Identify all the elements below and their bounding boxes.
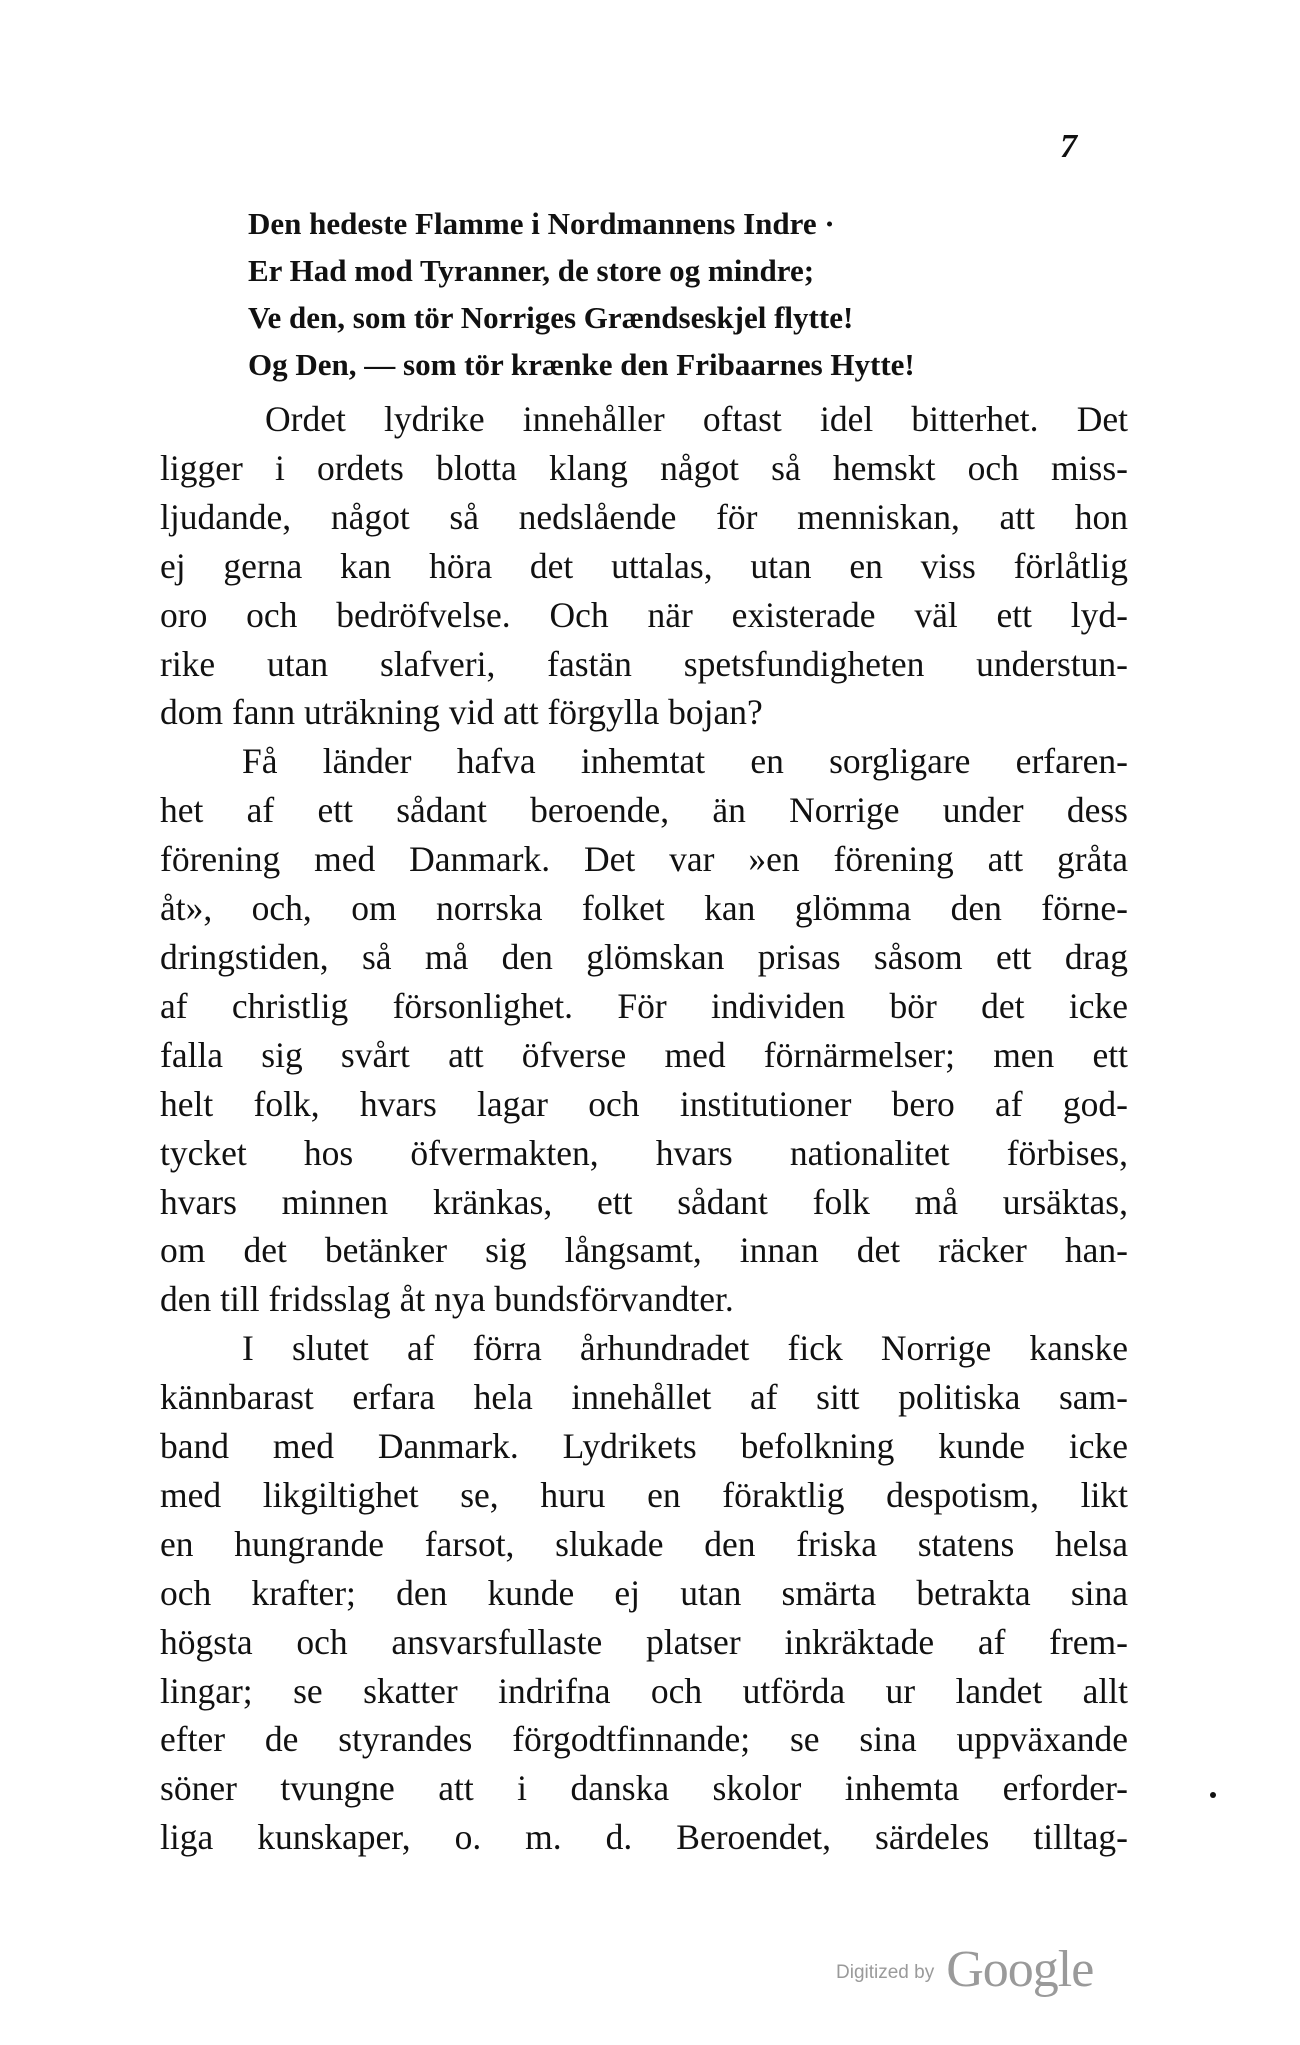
text-line: förening med Danmark. Det var »en förening att gråta bbox=[160, 839, 1128, 880]
text-line: Ordet lydrike innehåller oftast idel bitterhet. Det bbox=[265, 399, 1128, 439]
text-line: med likgiltighet se, huru en föraktlig despotism, likt bbox=[160, 1474, 1128, 1515]
body-text bbox=[160, 395, 1128, 1862]
text-line: dom fann uträkning vid att förgylla bojan? bbox=[160, 692, 763, 733]
text-line: I slutet af förra århundradet fick Norrige kanske bbox=[242, 1328, 1128, 1369]
text-line: hvars minnen kränkas, ett sådant folk må ursäktas, bbox=[160, 1181, 1128, 1222]
text-line: åt», och, om norrska folket kan glömma den förne- bbox=[160, 888, 1128, 929]
text-line: ljudande, något så nedslående för menniskan, att hon bbox=[160, 496, 1128, 537]
text-line: högsta och ansvarsfullaste platser inkräktade af frem- bbox=[160, 1621, 1128, 1662]
text-line: tycket hos öfvermakten, hvars nationalitet förbises, bbox=[160, 1132, 1128, 1173]
stray-mark bbox=[1210, 1792, 1216, 1798]
poem-line: Er Had mod Tyranner, de store og mindre; bbox=[248, 253, 815, 288]
google-logo: Google bbox=[946, 1941, 1094, 1998]
text-line: lingar; se skatter indrifna och utförda ur landet allt bbox=[160, 1670, 1128, 1711]
text-line: af christlig försonlighet. För individen bör det icke bbox=[160, 985, 1128, 1026]
text-line: ej gerna kan höra det uttalas, utan en viss förlåtlig bbox=[160, 545, 1128, 586]
text-line: dringstiden, så må den glömskan prisas såsom ett drag bbox=[160, 936, 1128, 977]
text-line: den till fridsslag åt nya bundsförvandter. bbox=[160, 1279, 734, 1320]
text-line: het af ett sådant beroende, än Norrige under dess bbox=[160, 790, 1128, 831]
text-line: efter de styrandes förgodtfinnande; se sina uppväxande bbox=[160, 1719, 1128, 1760]
text-line: ligger i ordets blotta klang något så hemskt och miss- bbox=[160, 447, 1128, 488]
digitized-watermark bbox=[836, 1940, 1093, 1999]
poem-line: Den hedeste Flamme i Nordmannens Indre · bbox=[248, 206, 835, 241]
text-line: söner tvungne att i danska skolor inhemta erforder- bbox=[160, 1768, 1128, 1809]
text-line: helt folk, hvars lagar och institutioner bero af god- bbox=[160, 1083, 1128, 1124]
page-number: 7 bbox=[1060, 128, 1077, 165]
text-line: oro och bedröfvelse. Och när existerade väl ett lyd- bbox=[160, 594, 1128, 635]
poem-line: Og Den, — som tör krænke den Fribaarnes Hytte! bbox=[248, 347, 915, 382]
text-line: rike utan slafveri, fastän spetsfundigheten understun- bbox=[160, 643, 1128, 684]
text-line: Få länder hafva inhemtat en sorgligare erfaren- bbox=[242, 741, 1128, 782]
text-line: om det betänker sig långsamt, innan det räcker han- bbox=[160, 1230, 1128, 1271]
text-line: och krafter; den kunde ej utan smärta betrakta sina bbox=[160, 1572, 1128, 1613]
text-line: kännbarast erfara hela innehållet af sitt politiska sam- bbox=[160, 1377, 1128, 1418]
watermark-prefix: Digitized by bbox=[836, 1962, 935, 1983]
poem-line: Ve den, som tör Norriges Grændseskjel flytte! bbox=[248, 300, 854, 335]
text-line: en hungrande farsot, slukade den friska statens helsa bbox=[160, 1523, 1128, 1564]
poem-block bbox=[248, 200, 1098, 388]
text-line: band med Danmark. Lydrikets befolkning kunde icke bbox=[160, 1426, 1128, 1467]
text-line: liga kunskaper, o. m. d. Beroendet, särdeles tilltag- bbox=[160, 1817, 1128, 1858]
text-line: falla sig svårt att öfverse med förnärmelser; men ett bbox=[160, 1034, 1128, 1075]
